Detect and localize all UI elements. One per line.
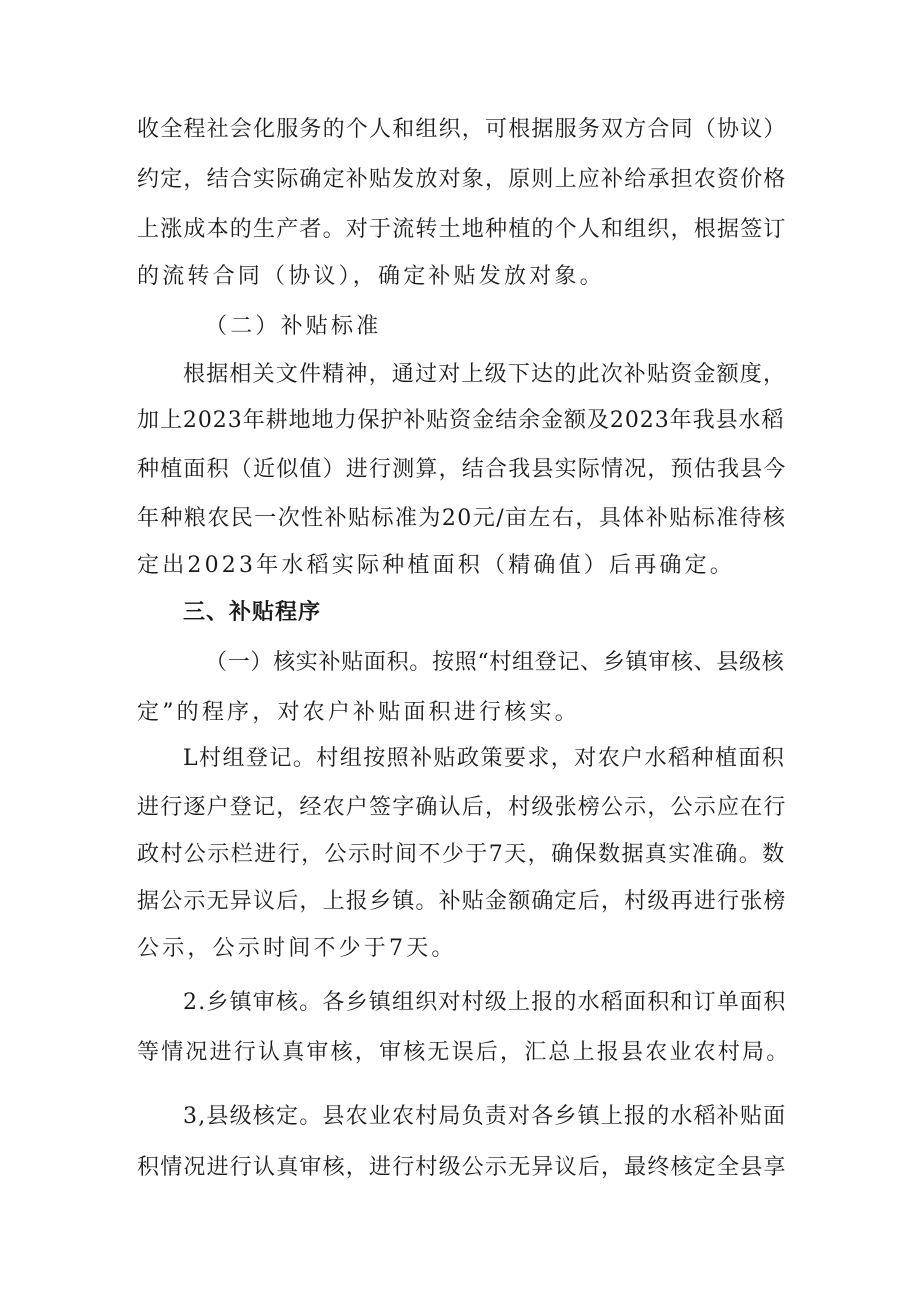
paragraph-line: 积情况进行认真审核，进行村级公示无异议后，最终核定全县享: [137, 1155, 787, 1180]
paragraph-line: 2.乡镇审核。各乡镇组织对村级上报的水稻面积和订单面积: [183, 990, 787, 1015]
paragraph-line: 据公示无异议后，上报乡镇。补贴金额确定后，村级再进行张榜: [137, 889, 787, 914]
paragraph-line: L村组登记。村组按照补贴政策要求，对农户水稻种植面积: [183, 746, 786, 771]
subsection-title: （二）补贴标准: [205, 314, 382, 339]
paragraph-line: 进行逐户登记，经农户签字确认后，村级张榜公示，公示应在行: [137, 795, 787, 820]
paragraph-line: 定出2023年水稻实际种植面积（精确值）后再确定。: [137, 553, 735, 578]
paragraph-line: 公示，公示时间不少于7天。: [137, 936, 457, 961]
paragraph-line: 政村公示栏进行，公示时间不少于7天，确保数据真实准确。数: [137, 842, 786, 867]
paragraph-line: 3,县级核定。县农业农村局负责对各乡镇上报的水稻补贴面: [183, 1104, 787, 1129]
paragraph-line: （一）核实补贴面积。按照“村组登记、乡镇审核、县级核: [205, 650, 785, 675]
paragraph-line: 种植面积（近似值）进行测算，结合我县实际情况，预估我县今: [137, 457, 787, 482]
paragraph-line: 等情况进行认真审核，审核无误后，汇总上报县农业农村局。: [137, 1040, 791, 1065]
paragraph-line: 年种粮农民一次性补贴标准为20元/亩左右，具体补贴标准待核: [137, 506, 787, 531]
paragraph-line: 根据相关文件精神，通过对上级下达的此次补贴资金额度，: [183, 362, 787, 387]
paragraph-line: 的流转合同（协议），确定补贴发放对象。: [137, 264, 605, 289]
section-heading: 三、补贴程序: [183, 600, 322, 625]
paragraph-line: 上涨成本的生产者。对于流转土地种植的个人和组织，根据签订: [137, 217, 787, 242]
paragraph-line: 加上2023年耕地地力保护补贴资金结余金额及2023年我县水稻: [137, 408, 785, 433]
paragraph-line: 收全程社会化服务的个人和组织，可根据服务双方合同（协议）: [137, 117, 787, 142]
paragraph-line: 定”的程序，对农户补贴面积进行核实。: [137, 700, 580, 725]
paragraph-line: 约定，结合实际确定补贴发放对象，原则上应补给承担农资价格: [137, 167, 787, 192]
